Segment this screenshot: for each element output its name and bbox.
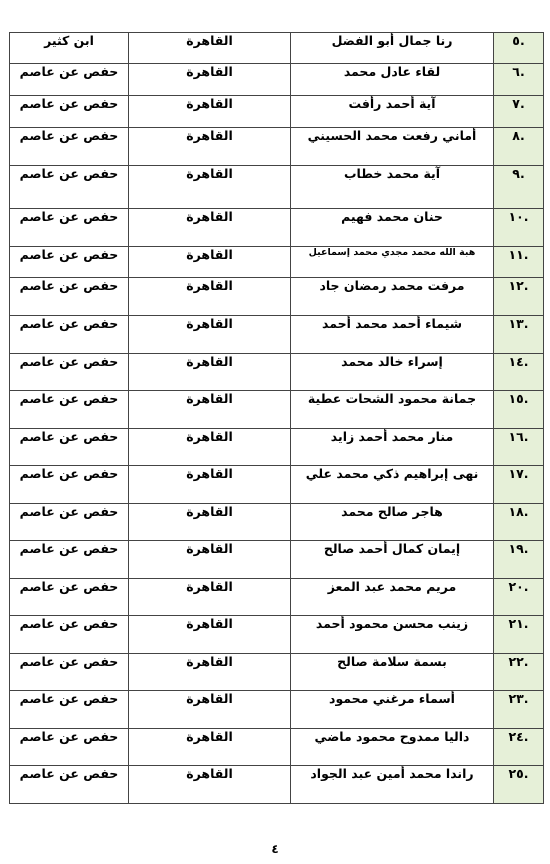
- recitation-type: حفص عن عاصم: [10, 466, 129, 504]
- table-row: [10, 128, 544, 166]
- table-row: [10, 766, 544, 804]
- participant-name: منار محمد أحمد زايد: [291, 429, 494, 466]
- row-number: .٢٠: [494, 579, 544, 616]
- participant-name: آية أحمد رأفت: [291, 96, 494, 128]
- participant-city: القاهرة: [129, 579, 291, 616]
- participant-name: شيماء أحمد محمد أحمد: [291, 316, 494, 354]
- participant-name: أسماء مرغني محمود: [291, 691, 494, 729]
- participant-name: رنا جمال أبو الفضل: [291, 33, 494, 64]
- recitation-type: حفص عن عاصم: [10, 128, 129, 166]
- participant-name: حنان محمد فهيم: [291, 209, 494, 247]
- participant-city: القاهرة: [129, 391, 291, 429]
- table-row: [10, 729, 544, 766]
- recitation-type: ابن كثير: [10, 33, 129, 64]
- participant-city: القاهرة: [129, 429, 291, 466]
- recitation-type: حفص عن عاصم: [10, 541, 129, 579]
- participant-name: هبة الله محمد مجدي محمد إسماعيل: [291, 247, 494, 278]
- row-number: .١٥: [494, 391, 544, 429]
- recitation-type: حفص عن عاصم: [10, 579, 129, 616]
- participant-city: القاهرة: [129, 278, 291, 316]
- row-number: .٢١: [494, 616, 544, 654]
- participant-name: إسراء خالد محمد: [291, 354, 494, 391]
- participant-name: إيمان كمال أحمد صالح: [291, 541, 494, 579]
- table-row: [10, 354, 544, 391]
- recitation-type: حفص عن عاصم: [10, 766, 129, 804]
- recitation-type: حفص عن عاصم: [10, 96, 129, 128]
- recitation-type: حفص عن عاصم: [10, 316, 129, 354]
- row-number: .١٩: [494, 541, 544, 579]
- row-number: .٢٤: [494, 729, 544, 766]
- row-number: .١٨: [494, 504, 544, 541]
- table-row: [10, 96, 544, 128]
- row-number: .١٣: [494, 316, 544, 354]
- row-number: .١٦: [494, 429, 544, 466]
- recitation-type: حفص عن عاصم: [10, 654, 129, 691]
- participant-name: أماني رفعت محمد الحسيني: [291, 128, 494, 166]
- row-number: .٩: [494, 166, 544, 209]
- recitation-type: حفص عن عاصم: [10, 278, 129, 316]
- table-row: [10, 278, 544, 316]
- participant-city: القاهرة: [129, 729, 291, 766]
- table-row: [10, 429, 544, 466]
- table-row: [10, 391, 544, 429]
- table-body: [10, 33, 544, 804]
- participant-name: داليا ممدوح محمود ماضي: [291, 729, 494, 766]
- participant-name: لقاء عادل محمد: [291, 64, 494, 96]
- table-row: [10, 654, 544, 691]
- table-row: [10, 316, 544, 354]
- participant-city: القاهرة: [129, 209, 291, 247]
- participant-name: بسمة سلامة صالح: [291, 654, 494, 691]
- row-number: .١١: [494, 247, 544, 278]
- recitation-type: حفص عن عاصم: [10, 691, 129, 729]
- participant-name: راندا محمد أمين عبد الجواد: [291, 766, 494, 804]
- table-row: [10, 64, 544, 96]
- recitation-type: حفص عن عاصم: [10, 209, 129, 247]
- table-row: [10, 166, 544, 209]
- participant-name: هاجر صالح محمد: [291, 504, 494, 541]
- participant-city: القاهرة: [129, 691, 291, 729]
- participant-city: القاهرة: [129, 466, 291, 504]
- table-row: [10, 541, 544, 579]
- table-row: [10, 466, 544, 504]
- recitation-type: حفص عن عاصم: [10, 616, 129, 654]
- table-row: [10, 33, 544, 64]
- participant-city: القاهرة: [129, 766, 291, 804]
- row-number: .٢٥: [494, 766, 544, 804]
- participant-city: القاهرة: [129, 354, 291, 391]
- participant-city: القاهرة: [129, 316, 291, 354]
- participant-city: القاهرة: [129, 247, 291, 278]
- participant-name: نهى إبراهيم ذكي محمد علي: [291, 466, 494, 504]
- recitation-type: حفص عن عاصم: [10, 166, 129, 209]
- participant-city: القاهرة: [129, 504, 291, 541]
- row-number: .٢٢: [494, 654, 544, 691]
- table-row: [10, 579, 544, 616]
- row-number: .١٠: [494, 209, 544, 247]
- participant-city: القاهرة: [129, 166, 291, 209]
- row-number: .١٧: [494, 466, 544, 504]
- participants-table: [9, 32, 544, 804]
- row-number: .٦: [494, 64, 544, 96]
- participant-city: القاهرة: [129, 654, 291, 691]
- participant-name: جمانة محمود الشحات عطية: [291, 391, 494, 429]
- row-number: .٧: [494, 96, 544, 128]
- row-number: .٥: [494, 33, 544, 64]
- participant-city: القاهرة: [129, 33, 291, 64]
- recitation-type: حفص عن عاصم: [10, 729, 129, 766]
- participant-name: زينب محسن محمود أحمد: [291, 616, 494, 654]
- recitation-type: حفص عن عاصم: [10, 64, 129, 96]
- table-row: [10, 247, 544, 278]
- recitation-type: حفص عن عاصم: [10, 429, 129, 466]
- participant-city: القاهرة: [129, 616, 291, 654]
- table-row: [10, 691, 544, 729]
- participant-name: آية محمد خطاب: [291, 166, 494, 209]
- recitation-type: حفص عن عاصم: [10, 354, 129, 391]
- row-number: .١٤: [494, 354, 544, 391]
- recitation-type: حفص عن عاصم: [10, 504, 129, 541]
- recitation-type: حفص عن عاصم: [10, 247, 129, 278]
- table-row: [10, 504, 544, 541]
- row-number: .٢٣: [494, 691, 544, 729]
- participant-city: القاهرة: [129, 541, 291, 579]
- participant-name: مريم محمد عبد المعز: [291, 579, 494, 616]
- table-row: [10, 209, 544, 247]
- participant-name: مرفت محمد رمضان جاد: [291, 278, 494, 316]
- row-number: .٨: [494, 128, 544, 166]
- participant-city: القاهرة: [129, 128, 291, 166]
- table-row: [10, 616, 544, 654]
- page-number: ٤: [271, 842, 279, 856]
- participant-city: القاهرة: [129, 64, 291, 96]
- participant-city: القاهرة: [129, 96, 291, 128]
- row-number: .١٢: [494, 278, 544, 316]
- recitation-type: حفص عن عاصم: [10, 391, 129, 429]
